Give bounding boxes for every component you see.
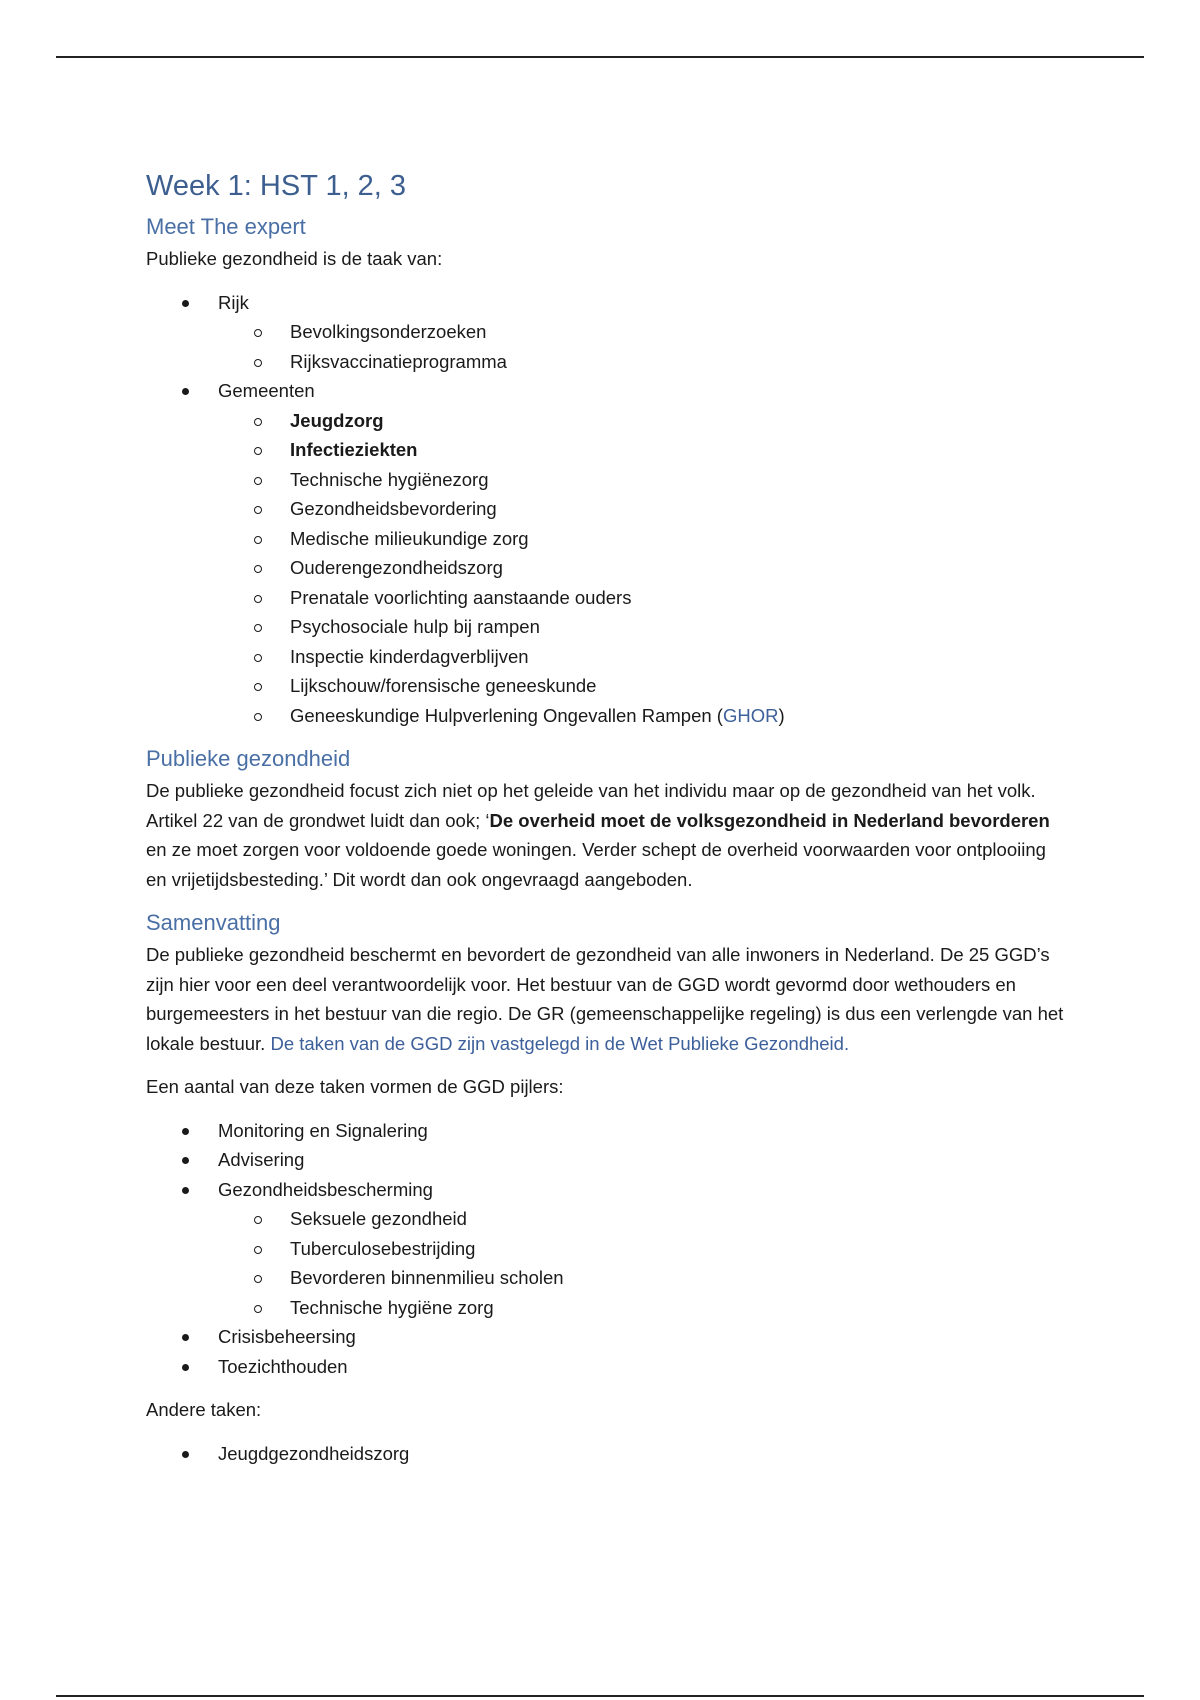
list-item: Psychosociale hulp bij rampen	[218, 612, 1066, 642]
circle-bullet-icon	[254, 1305, 262, 1313]
circle-bullet-icon	[254, 713, 262, 721]
circle-bullet-icon	[254, 359, 262, 367]
intro-text: Publieke gezondheid is de taak van:	[146, 248, 443, 269]
task-list	[146, 288, 1066, 731]
list-item-gemeenten: Gemeenten Jeugdzorg Infectieziekten Technische hygiënezorg Gezondheidsbevordering Medische milieukundige zorg Ouderengezondheidszorg Prenatale voorlichting aanstaande ouders Psychosociale hulp bij rampen Inspectie kinderdagverblijven Lijkschouw/forensische geneeskunde Geneeskundige Hulpverlening Ongevallen Rampen (GHOR)	[146, 376, 1066, 730]
list-item: Tuberculosebestrijding	[218, 1234, 1066, 1264]
list-item-rijk: Rijk Bevolkingsonderzoeken Rijksvaccinatieprogramma	[146, 288, 1066, 377]
pijlers-intro: Een aantal van deze taken vormen de GGD pijlers:	[146, 1076, 564, 1097]
paragraph-publieke-gezondheid: De publieke gezondheid focust zich niet op het geleide van het individu maar op de gezondheid van het volk. Artikel 22 van de grondwet luidt dan ook; ‘De overheid moet de volksgezondheid in Nederland bevorderen en ze moet zorgen voor voldoende goede woningen. Verder schept de overheid voorwaarden voor ontplooiing en vrijetijdsbesteding.’ Dit wordt dan ook ongevraagd aangeboden.	[146, 780, 1050, 890]
heading-meet-the-expert: Meet The expert	[146, 214, 306, 239]
list-item: Gezondheidsbevordering	[218, 494, 1066, 524]
circle-bullet-icon	[254, 536, 262, 544]
list-item: Lijkschouw/forensische geneeskunde	[218, 671, 1066, 701]
list-item: Bevolkingsonderzoeken	[218, 317, 1066, 347]
sublist-rijk	[218, 317, 1066, 376]
bullet-icon	[182, 1128, 189, 1135]
list-item: Monitoring en Signalering	[146, 1116, 1066, 1146]
circle-bullet-icon	[254, 329, 262, 337]
circle-bullet-icon	[254, 477, 262, 485]
list-item: Crisisbeheersing	[146, 1322, 1066, 1352]
list-item: Seksuele gezondheid	[218, 1204, 1066, 1234]
list-item: Jeugdgezondheidszorg	[146, 1439, 1066, 1469]
circle-bullet-icon	[254, 447, 262, 455]
bullet-icon	[182, 1187, 189, 1194]
heading-publieke-gezondheid: Publieke gezondheid	[146, 746, 351, 771]
wet-publieke-gezondheid-link[interactable]: De taken van de GGD zijn vastgelegd in de Wet Publieke Gezondheid.	[270, 1032, 850, 1054]
ghor-link[interactable]: GHOR	[722, 704, 779, 726]
list-item: Technische hygiënezorg	[218, 465, 1066, 495]
list-item: Inspectie kinderdagverblijven	[218, 642, 1066, 672]
page-title: Week 1: HST 1, 2, 3	[146, 170, 407, 202]
pijlers-list	[146, 1116, 1066, 1382]
circle-bullet-icon	[254, 595, 262, 603]
bullet-icon	[182, 1334, 189, 1341]
circle-bullet-icon	[254, 654, 262, 662]
bullet-icon	[182, 1157, 189, 1164]
bullet-icon	[182, 1451, 189, 1458]
andere-taken-list	[146, 1439, 1066, 1469]
list-item: Technische hygiëne zorg	[218, 1293, 1066, 1323]
list-item: Bevorderen binnenmilieu scholen	[218, 1263, 1066, 1293]
paragraph-samenvatting: De publieke gezondheid beschermt en bevordert de gezondheid van alle inwoners in Nederland. De 25 GGD’s zijn hier voor een deel verantwoordelijk voor. Het bestuur van de GGD wordt gevormd door wethouders en burgemeesters in het bestuur van die regio. De GR (gemeenschappelijke regeling) is dus een verlengde van het lokale bestuur. De taken van de GGD zijn vastgelegd in de Wet Publieke Gezondheid.	[146, 944, 1064, 1054]
list-item: Ouderengezondheidszorg	[218, 553, 1066, 583]
list-item: Infectieziekten	[218, 435, 1066, 465]
circle-bullet-icon	[254, 1216, 262, 1224]
list-item: Rijksvaccinatieprogramma	[218, 347, 1066, 377]
header-rule	[56, 56, 1144, 58]
circle-bullet-icon	[254, 506, 262, 514]
list-item: Medische milieukundige zorg	[218, 524, 1066, 554]
circle-bullet-icon	[254, 418, 262, 426]
list-item: Jeugdzorg	[218, 406, 1066, 436]
document-page	[146, 168, 1066, 1482]
bullet-icon	[182, 300, 189, 307]
list-item: Prenatale voorlichting aanstaande ouders	[218, 583, 1066, 613]
andere-taken-intro: Andere taken:	[146, 1399, 262, 1420]
sublist-gezondheidsbescherming	[218, 1204, 1066, 1322]
sublist-gemeenten	[218, 406, 1066, 731]
circle-bullet-icon	[254, 624, 262, 632]
bullet-icon	[182, 388, 189, 395]
list-item: Advisering	[146, 1145, 1066, 1175]
circle-bullet-icon	[254, 1275, 262, 1283]
circle-bullet-icon	[254, 1246, 262, 1254]
heading-samenvatting: Samenvatting	[146, 910, 281, 935]
footer-rule	[56, 1695, 1144, 1697]
list-item: Toezichthouden	[146, 1352, 1066, 1382]
bullet-icon	[182, 1364, 189, 1371]
list-item: Gezondheidsbescherming Seksuele gezondheid Tuberculosebestrijding Bevorderen binnenmilieu scholen Technische hygiëne zorg	[146, 1175, 1066, 1323]
circle-bullet-icon	[254, 565, 262, 573]
list-item: Geneeskundige Hulpverlening Ongevallen Rampen (GHOR)	[218, 701, 1066, 731]
circle-bullet-icon	[254, 683, 262, 691]
